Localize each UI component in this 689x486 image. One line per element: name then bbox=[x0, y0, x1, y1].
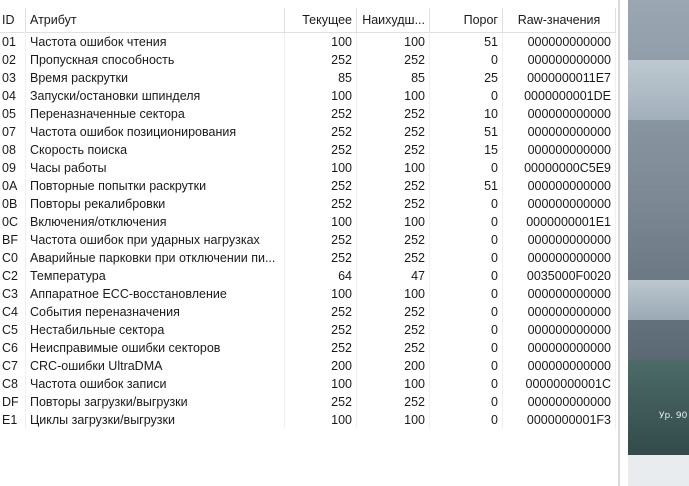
cell-id: C6 bbox=[0, 339, 26, 357]
cell-current: 252 bbox=[285, 303, 357, 321]
cell-threshold: 0 bbox=[430, 393, 503, 411]
cell-attribute: Время раскрутки bbox=[26, 69, 285, 87]
cell-id: DF bbox=[0, 393, 26, 411]
table-row[interactable] bbox=[0, 51, 616, 69]
cell-threshold: 10 bbox=[430, 105, 503, 123]
table-row[interactable] bbox=[0, 159, 616, 177]
cell-worst: 100 bbox=[357, 213, 430, 231]
cell-current: 85 bbox=[285, 69, 357, 87]
cell-worst: 252 bbox=[357, 303, 430, 321]
preview-band bbox=[628, 280, 689, 320]
cell-worst: 252 bbox=[357, 105, 430, 123]
cell-current: 100 bbox=[285, 33, 357, 52]
smart-table-container bbox=[0, 8, 611, 429]
cell-worst: 100 bbox=[357, 285, 430, 303]
cell-current: 100 bbox=[285, 159, 357, 177]
cell-current: 100 bbox=[285, 87, 357, 105]
column-header-threshold[interactable]: Порог bbox=[430, 8, 503, 33]
cell-id: 04 bbox=[0, 87, 26, 105]
table-row[interactable] bbox=[0, 249, 616, 267]
cell-raw: 0035000F0020 bbox=[503, 267, 616, 285]
cell-raw: 000000000000 bbox=[503, 285, 616, 303]
cell-threshold: 0 bbox=[430, 321, 503, 339]
cell-worst: 252 bbox=[357, 195, 430, 213]
cell-current: 100 bbox=[285, 411, 357, 429]
cell-id: 0C bbox=[0, 213, 26, 231]
cell-threshold: 0 bbox=[430, 213, 503, 231]
cell-id: 05 bbox=[0, 105, 26, 123]
cell-threshold: 15 bbox=[430, 141, 503, 159]
cell-current: 252 bbox=[285, 339, 357, 357]
cell-attribute: Переназначенные сектора bbox=[26, 105, 285, 123]
cell-threshold: 0 bbox=[430, 87, 503, 105]
cell-current: 252 bbox=[285, 177, 357, 195]
cell-attribute: Пропускная способность bbox=[26, 51, 285, 69]
cell-attribute: Включения/отключения bbox=[26, 213, 285, 231]
cell-worst: 252 bbox=[357, 249, 430, 267]
cell-worst: 100 bbox=[357, 411, 430, 429]
cell-attribute: Частота ошибок записи bbox=[26, 375, 285, 393]
cell-raw: 000000000000 bbox=[503, 195, 616, 213]
cell-current: 252 bbox=[285, 141, 357, 159]
cell-threshold: 0 bbox=[430, 231, 503, 249]
cell-id: 09 bbox=[0, 159, 26, 177]
table-row[interactable] bbox=[0, 357, 616, 375]
cell-current: 252 bbox=[285, 195, 357, 213]
window-border-divider bbox=[618, 0, 620, 486]
cell-attribute: События переназначения bbox=[26, 303, 285, 321]
cell-raw: 000000000000 bbox=[503, 141, 616, 159]
table-row[interactable] bbox=[0, 267, 616, 285]
cell-worst: 252 bbox=[357, 393, 430, 411]
cell-raw: 00000000C5E9 bbox=[503, 159, 616, 177]
cell-raw: 000000000000 bbox=[503, 33, 616, 52]
column-header-attribute[interactable]: Атрибут bbox=[26, 8, 285, 33]
cell-current: 100 bbox=[285, 285, 357, 303]
table-body bbox=[0, 33, 616, 430]
cell-id: C3 bbox=[0, 285, 26, 303]
cell-attribute: Частота ошибок при ударных нагрузках bbox=[26, 231, 285, 249]
cell-threshold: 0 bbox=[430, 267, 503, 285]
table-row[interactable] bbox=[0, 285, 616, 303]
cell-worst: 200 bbox=[357, 357, 430, 375]
cell-threshold: 0 bbox=[430, 411, 503, 429]
table-row[interactable] bbox=[0, 33, 616, 52]
preview-bottom-strip bbox=[628, 455, 689, 486]
cell-worst: 252 bbox=[357, 177, 430, 195]
cell-attribute: Повторы загрузки/выгрузки bbox=[26, 393, 285, 411]
column-header-raw[interactable]: Raw-значения bbox=[503, 8, 616, 33]
cell-id: C5 bbox=[0, 321, 26, 339]
cell-current: 100 bbox=[285, 213, 357, 231]
cell-current: 100 bbox=[285, 375, 357, 393]
table-row[interactable] bbox=[0, 231, 616, 249]
cell-id: 03 bbox=[0, 69, 26, 87]
cell-worst: 100 bbox=[357, 33, 430, 52]
cell-raw: 000000000000 bbox=[503, 177, 616, 195]
cell-worst: 252 bbox=[357, 51, 430, 69]
cell-threshold: 25 bbox=[430, 69, 503, 87]
cell-worst: 252 bbox=[357, 141, 430, 159]
cell-raw: 0000000011E7 bbox=[503, 69, 616, 87]
cell-raw: 000000000000 bbox=[503, 321, 616, 339]
column-header-worst[interactable]: Наихудш... bbox=[357, 8, 430, 33]
table-row[interactable] bbox=[0, 87, 616, 105]
cell-current: 252 bbox=[285, 123, 357, 141]
cell-id: C2 bbox=[0, 267, 26, 285]
cell-threshold: 51 bbox=[430, 123, 503, 141]
cell-current: 252 bbox=[285, 231, 357, 249]
cell-attribute: Неисправимые ошибки секторов bbox=[26, 339, 285, 357]
cell-id: C8 bbox=[0, 375, 26, 393]
cell-attribute: Аппаратное ECC-восстановление bbox=[26, 285, 285, 303]
cell-raw: 000000000000 bbox=[503, 357, 616, 375]
cell-worst: 85 bbox=[357, 69, 430, 87]
cell-worst: 252 bbox=[357, 123, 430, 141]
cell-attribute: Запуски/остановки шпинделя bbox=[26, 87, 285, 105]
table-row[interactable] bbox=[0, 411, 616, 429]
cell-raw: 0000000001F3 bbox=[503, 411, 616, 429]
cell-worst: 100 bbox=[357, 159, 430, 177]
cell-current: 64 bbox=[285, 267, 357, 285]
cell-raw: 000000000000 bbox=[503, 303, 616, 321]
cell-attribute: Повторы рекалибровки bbox=[26, 195, 285, 213]
table-row[interactable] bbox=[0, 393, 616, 411]
cell-current: 200 bbox=[285, 357, 357, 375]
table-row[interactable] bbox=[0, 339, 616, 357]
cell-current: 252 bbox=[285, 105, 357, 123]
cell-attribute: Повторные попытки раскрутки bbox=[26, 177, 285, 195]
cell-id: C4 bbox=[0, 303, 26, 321]
cell-current: 252 bbox=[285, 51, 357, 69]
cell-worst: 100 bbox=[357, 375, 430, 393]
cell-attribute: Скорость поиска bbox=[26, 141, 285, 159]
cell-worst: 252 bbox=[357, 339, 430, 357]
table-row[interactable] bbox=[0, 321, 616, 339]
cell-current: 252 bbox=[285, 321, 357, 339]
table-row[interactable] bbox=[0, 213, 616, 231]
table-row[interactable] bbox=[0, 141, 616, 159]
cell-id: E1 bbox=[0, 411, 26, 429]
cell-threshold: 51 bbox=[430, 177, 503, 195]
cell-attribute: Часы работы bbox=[26, 159, 285, 177]
cell-worst: 47 bbox=[357, 267, 430, 285]
cell-attribute: Частота ошибок чтения bbox=[26, 33, 285, 52]
cell-threshold: 51 bbox=[430, 33, 503, 52]
column-header-current[interactable]: Текущее bbox=[285, 8, 357, 33]
cell-threshold: 0 bbox=[430, 51, 503, 69]
cell-raw: 000000000000 bbox=[503, 123, 616, 141]
cell-raw: 0000000001DE bbox=[503, 87, 616, 105]
cell-current: 252 bbox=[285, 249, 357, 267]
background-window-preview bbox=[628, 0, 689, 486]
cell-raw: 000000000000 bbox=[503, 249, 616, 267]
table-header-row bbox=[0, 8, 616, 33]
cell-raw: 000000000000 bbox=[503, 393, 616, 411]
cell-current: 252 bbox=[285, 393, 357, 411]
table-row[interactable] bbox=[0, 105, 616, 123]
cell-attribute: Температура bbox=[26, 267, 285, 285]
table-row[interactable] bbox=[0, 303, 616, 321]
cell-threshold: 0 bbox=[430, 249, 503, 267]
cell-threshold: 0 bbox=[430, 339, 503, 357]
cell-id: C7 bbox=[0, 357, 26, 375]
cell-id: 0A bbox=[0, 177, 26, 195]
cell-worst: 100 bbox=[357, 87, 430, 105]
cell-id: 08 bbox=[0, 141, 26, 159]
cell-threshold: 0 bbox=[430, 285, 503, 303]
cell-attribute: Циклы загрузки/выгрузки bbox=[26, 411, 285, 429]
cell-threshold: 0 bbox=[430, 159, 503, 177]
cell-raw: 000000000000 bbox=[503, 51, 616, 69]
cell-attribute: CRC-ошибки UltraDMA bbox=[26, 357, 285, 375]
cell-id: C0 bbox=[0, 249, 26, 267]
cell-attribute: Частота ошибок позиционирования bbox=[26, 123, 285, 141]
cell-id: 02 bbox=[0, 51, 26, 69]
cell-raw: 0000000001E1 bbox=[503, 213, 616, 231]
table-row[interactable] bbox=[0, 195, 616, 213]
cell-id: BF bbox=[0, 231, 26, 249]
preview-band bbox=[628, 60, 689, 120]
cell-threshold: 0 bbox=[430, 195, 503, 213]
cell-threshold: 0 bbox=[430, 375, 503, 393]
cell-id: 01 bbox=[0, 33, 26, 52]
cell-raw: 000000000000 bbox=[503, 105, 616, 123]
cell-id: 07 bbox=[0, 123, 26, 141]
table-row[interactable] bbox=[0, 375, 616, 393]
cell-raw: 00000000001C bbox=[503, 375, 616, 393]
cell-raw: 000000000000 bbox=[503, 231, 616, 249]
preview-band bbox=[628, 360, 689, 455]
smart-attributes-table bbox=[0, 8, 616, 429]
cell-raw: 000000000000 bbox=[503, 339, 616, 357]
level-label: Ур. 90 bbox=[659, 411, 688, 421]
cell-attribute: Аварийные парковки при отключении пи... bbox=[26, 249, 285, 267]
table-row[interactable] bbox=[0, 123, 616, 141]
cell-worst: 252 bbox=[357, 321, 430, 339]
table-row[interactable] bbox=[0, 177, 616, 195]
cell-threshold: 0 bbox=[430, 303, 503, 321]
cell-attribute: Нестабильные сектора bbox=[26, 321, 285, 339]
table-row[interactable] bbox=[0, 69, 616, 87]
column-header-id[interactable]: ID bbox=[0, 8, 26, 33]
cell-worst: 252 bbox=[357, 231, 430, 249]
cell-threshold: 0 bbox=[430, 357, 503, 375]
cell-id: 0B bbox=[0, 195, 26, 213]
